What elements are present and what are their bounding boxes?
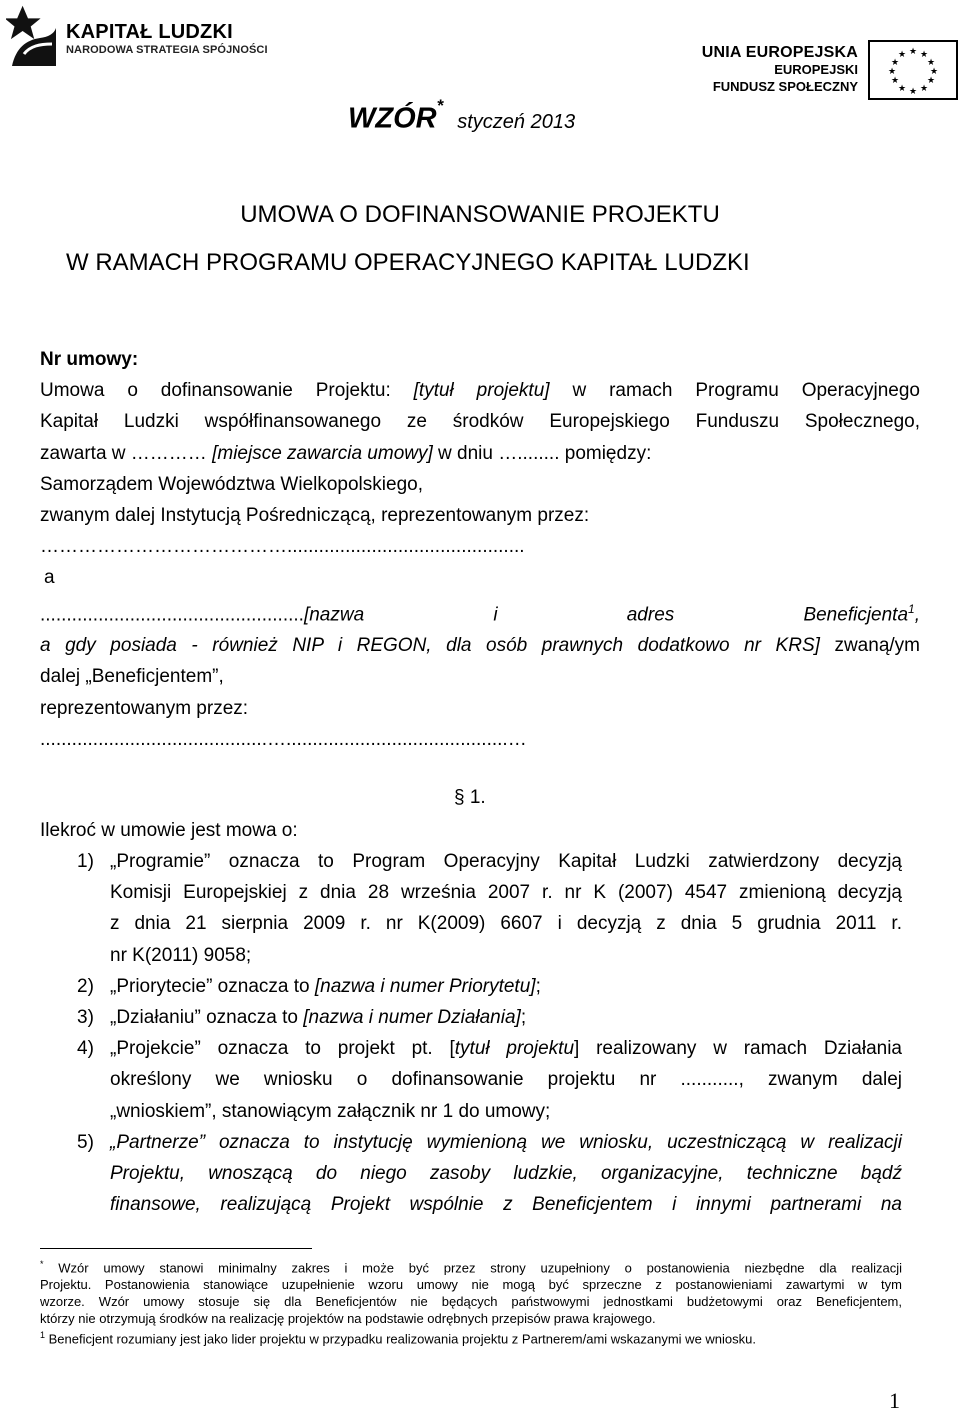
section-heading: § 1. <box>454 787 486 808</box>
svg-text:★: ★ <box>926 76 936 86</box>
intro-text: zwaną/ym <box>819 635 920 657</box>
intro-line2: Kapitał Ludzki współfinansowanego ze środków Europejskiego Funduszu Społecznego, <box>40 411 920 433</box>
svg-text:★: ★ <box>919 84 929 94</box>
list-item <box>40 1002 902 1033</box>
list-item-text: z dnia 21 sierpnia 2009 r. nr K(2009) 6607 i decyzją z dnia 5 grudnia 2011 r. <box>110 913 902 935</box>
list-item-text: „Programie” oznacza to Program Operacyjny Kapitał Ludzki zatwierdzony decyzją <box>110 851 902 872</box>
list-item-text <box>110 971 902 1002</box>
definitions-list <box>40 846 902 1220</box>
intro-line11: reprezentowanym przez: <box>40 697 249 719</box>
list-item-text: określony we wniosku o dofinansowanie projektu nr ..........., zwanym dalej <box>110 1069 902 1091</box>
footnotes <box>40 1256 902 1348</box>
representative-blank-2: ...........................................…..........................................… <box>40 728 527 750</box>
place-placeholder: [miejsce zawarcia umowy] <box>212 442 433 464</box>
list-item <box>40 971 902 1002</box>
intro-text: , <box>914 603 920 625</box>
document-date: styczeń 2013 <box>457 110 576 133</box>
priority-placeholder: [nazwa i numer Priorytetu] <box>314 975 536 997</box>
svg-text:★: ★ <box>897 84 907 94</box>
svg-text:★: ★ <box>908 47 918 57</box>
list-item <box>40 1033 902 1127</box>
list-item-text: nr K(2011) 9058; <box>110 944 252 966</box>
list-item-text: Projektu, wnoszącą do niego zasoby ludzkie, organizacyjne, techniczne bądź <box>110 1163 902 1185</box>
intro-text: zawarta w ………… <box>40 442 213 464</box>
beneficiary-blank: .................................................. <box>40 603 304 625</box>
wzor-footnote-mark: * <box>436 96 444 115</box>
footnote-line: Projektu. Postanowienia stanowiące uzupełnienie wzoru umowy nie mogą być sprzeczne z postanowieniami zawartymi w tym <box>40 1277 902 1293</box>
intro-line9 <box>40 630 920 661</box>
svg-text:★: ★ <box>908 87 918 97</box>
intro-conjunction: a <box>44 567 55 589</box>
svg-text:★: ★ <box>890 58 900 68</box>
list-item-text: „Partnerze” oznacza to instytucję wymienioną we wniosku, uczestniczącą w realizacji <box>110 1131 902 1153</box>
intro-text: w dniu …........ pomiędzy: <box>432 442 652 464</box>
svg-text:★: ★ <box>897 50 907 60</box>
list-item-text: „Projekcie” oznacza to projekt pt. [ <box>110 1038 455 1060</box>
list-item-text <box>110 1002 902 1033</box>
eu-logo-line2: EUROPEJSKI <box>774 62 858 77</box>
document-title-line2: W RAMACH PROGRAMU OPERACYJNEGO KAPITAŁ LUDZKI <box>66 249 750 276</box>
eu-logo-line1: UNIA EUROPEJSKA <box>701 44 858 61</box>
footnote-text: Beneficjent rozumiany jest jako lider projektu w przypadku realizowania projektu z Partnerem/ami wskazanymi we wniosku. <box>45 1331 756 1347</box>
svg-text:★: ★ <box>887 67 897 77</box>
intro-line10: dalej „Beneficjentem”, <box>40 666 224 688</box>
list-item-text <box>110 1033 902 1064</box>
intro-text: Umowa o dofinansowanie Projektu: <box>40 380 414 402</box>
footnote-line <box>40 1256 902 1276</box>
list-item-text: finansowe, realizującą Projekt wspólnie z Beneficjentem i innymi partnerami na <box>110 1194 902 1216</box>
eu-flag-stars-icon <box>868 40 958 100</box>
kapital-ludzki-emblem-icon <box>6 4 58 68</box>
list-item-number: 2) <box>77 975 94 997</box>
footnote-mark: * <box>40 1259 44 1269</box>
eu-logo-text <box>702 44 858 95</box>
footnote-line <box>40 1327 902 1347</box>
intro-line1 <box>40 375 920 406</box>
contract-number-label: Nr umowy: <box>40 349 139 370</box>
contract-intro <box>40 344 920 755</box>
footnote-ref-1: 1 <box>908 601 915 616</box>
intro-line8 <box>40 594 920 631</box>
list-item-number: 1) <box>77 851 94 872</box>
list-item-text: „Działaniu” oznacza to <box>110 1007 304 1029</box>
kapital-ludzki-logo-title: KAPITAŁ LUDZKI <box>66 21 233 43</box>
list-item-text: ; <box>520 1007 527 1029</box>
footnote-divider <box>40 1248 312 1249</box>
beneficiary-placeholder: [nazwa i adres Beneficjenta <box>303 603 909 625</box>
list-item-text: „wnioskiem”, stanowiącym załącznik nr 1 do umowy; <box>110 1100 551 1122</box>
intro-line5: zwanym dalej Instytucją Pośredniczącą, reprezentowanym przez: <box>40 505 590 527</box>
footnote-line: wzorze. Wzór umowy stosuje się dla Beneficjentów nie będących państwowymi jednostkami budżetowymi oraz Beneficjentem, <box>40 1294 902 1310</box>
kapital-ludzki-logo-subtitle: NARODOWA STRATEGIA SPÓJNOŚCI <box>66 44 268 56</box>
list-item-number: 5) <box>77 1131 94 1153</box>
list-item-number: 3) <box>77 1007 94 1029</box>
intro-line3 <box>40 438 920 469</box>
definitions-intro: Ilekroć w umowie jest mowa o: <box>40 820 298 841</box>
footnote-mark: 1 <box>40 1330 46 1341</box>
list-item-text: ; <box>535 975 541 997</box>
wzor-text: WZÓR <box>348 102 437 135</box>
project-title-placeholder: [tytuł projektu] <box>413 380 550 402</box>
definitions-lead <box>40 815 920 846</box>
svg-text:★: ★ <box>929 67 939 77</box>
svg-text:★: ★ <box>890 76 900 86</box>
intro-text: w ramach Programu Operacyjnego <box>549 380 920 402</box>
footnote-line: którzy nie otrzymują środków na realizację projektów na podstawie odrębnych przepisów prawa krajowego. <box>40 1311 656 1327</box>
list-item <box>40 846 902 971</box>
list-item-text: Komisji Europejskiej z dnia 28 września 2007 r. nr K (2007) 4547 zmienioną decyzją <box>110 882 902 904</box>
footnote-text: Wzór umowy stanowi minimalny zakres i może być przez strony uzupełniony o postanowienia niezbędne dla realizacji <box>43 1260 902 1276</box>
page-number: 1 <box>889 1388 900 1413</box>
list-item-text: ] realizowany w ramach Działania <box>574 1038 902 1060</box>
list-item <box>40 1127 902 1221</box>
measure-placeholder: [nazwa i numer Działania] <box>303 1007 521 1029</box>
beneficiary-ids-placeholder: a gdy posiada - również NIP i REGON, dla osób prawnych dodatkowo nr KRS] <box>40 635 820 657</box>
representative-blank: …………………………………............................................. <box>40 536 525 558</box>
template-label <box>348 96 576 136</box>
list-item-text: „Priorytecie” oznacza to <box>110 975 315 997</box>
svg-text:★: ★ <box>926 58 936 68</box>
list-item-number: 4) <box>77 1038 94 1060</box>
svg-text:★: ★ <box>919 50 929 60</box>
intro-line4: Samorządem Województwa Wielkopolskiego, <box>40 473 423 495</box>
document-title-line1: UMOWA O DOFINANSOWANIE PROJEKTU <box>240 201 720 228</box>
project-title-placeholder: tytuł projektu <box>454 1038 575 1060</box>
eu-logo-line3: FUNDUSZ SPOŁECZNY <box>712 79 858 94</box>
